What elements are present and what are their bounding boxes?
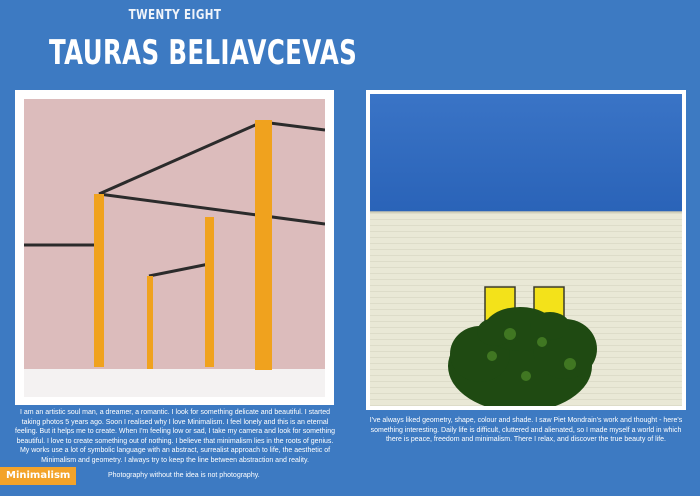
orange-poles-illustration (24, 99, 325, 397)
footer-quote: Photography without the idea is not photography. (108, 472, 260, 479)
kicker: TWENTY EIGHT (128, 8, 222, 23)
category-tag: Minimalism (0, 467, 76, 485)
building-tree-illustration (370, 94, 682, 406)
caption-right: I've always liked geometry, shape, colour and shade. I saw Piet Mondrain's work and thought - here's something interesting. Daily life is difficult, cluttered and alienated, so I made myself a world in which there is peace, freedom and minimalism. There I relax, and discover the true beauty of life. (369, 417, 683, 444)
yellow-windows-tree-photo (370, 94, 682, 406)
page-title: TAURAS BELIAVCEVAS (48, 33, 358, 73)
caption-left: I am an artistic soul man, a dreamer, a romantic. I look for something delicate and beautiful. I started taking photos 5 years ago. Soon I realised why I love Minimalism. I feel lonely and this is an eternal feeling. But it helps me to create. When I'm feeling low or sad, I take my camera and look for something beautiful. I love to create something out of nothing. I believe that minimalism lies in the roots of genius. My works use a lot of symbolic language with an abstract, surrealist approach to life, the aesthetic of Minimalism and geometry. I always try to keep the line between abstraction and reality. (15, 409, 335, 464)
orange-poles-photo (24, 99, 325, 397)
left-photo-frame (15, 90, 334, 405)
right-photo-frame (366, 90, 686, 410)
